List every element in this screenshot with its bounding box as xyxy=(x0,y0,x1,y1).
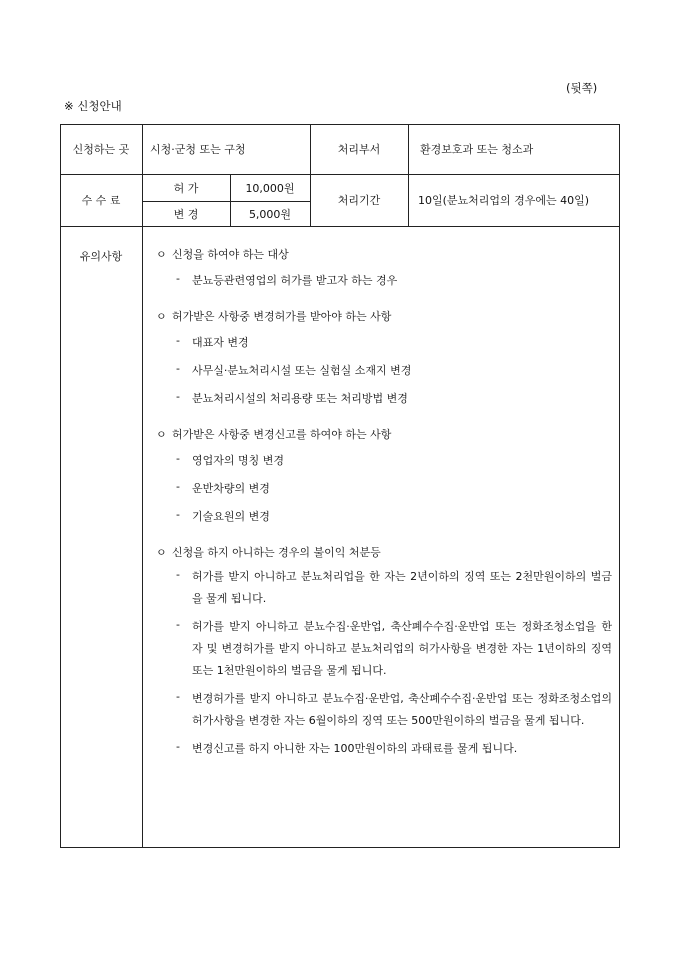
list-item: - 변경허가를 받지 아니하고 분뇨수집·운반업, 축산폐수수집·운반업 또는 정화조청소업의 허가사항을 변경한 자는 6월이하의 징역 또는 500만원이하의 벌금을 물게 됩니다. xyxy=(176,690,612,727)
page-label: (뒷쪽) xyxy=(566,81,598,95)
dept-label: 처리부서 xyxy=(337,143,381,156)
fee-label: 수 수 료 xyxy=(81,194,121,207)
table-border-left xyxy=(60,124,61,848)
list-item: - 변경신고를 하지 아니한 자는 100만원이하의 과태료를 물게 됩니다. xyxy=(176,740,518,755)
label-column-divider xyxy=(142,124,143,848)
period-value: 10일(분뇨처리업의 경우에는 40일) xyxy=(418,194,590,207)
table-border-right xyxy=(619,124,620,848)
notes-group-title: 허가받은 사항중 변경신고를 하여야 하는 사항 xyxy=(172,428,392,441)
notes-group-title: 허가받은 사항중 변경허가를 받아야 하는 사항 xyxy=(172,310,392,323)
list-item: - 허가를 받지 아니하고 분뇨처리업을 한 자는 2년이하의 징역 또는 2천만원이하의 벌금을 물게 됩니다. xyxy=(176,568,612,605)
notes-group-title: 신청을 하여야 하는 대상 xyxy=(172,248,289,261)
notes-group xyxy=(156,246,612,292)
dept-value: 환경보호과 또는 청소과 xyxy=(420,143,534,156)
notes-group xyxy=(156,544,612,760)
bullet-marker: ㅇ xyxy=(156,310,167,323)
fee-type-change: 변 경 xyxy=(173,207,199,221)
list-item: - 허가를 받지 아니하고 분뇨수집·운반업, 축산폐수수집·운반업 또는 정화조청소업을 한 자 및 변경허가를 받지 아니하고 분뇨처리업의 허가사항을 변경한 자는 1년이하의 징역 또는 1천만원이하의 벌금을 물게 됩니다. xyxy=(176,618,612,677)
bullet-marker: ㅇ xyxy=(156,248,167,261)
list-item: - 사무실·분뇨처리시설 또는 실험실 소재지 변경 xyxy=(176,362,412,377)
period-label: 처리기간 xyxy=(337,194,381,207)
notes-group-title: 신청을 하지 아니하는 경우의 불이익 처분등 xyxy=(172,546,381,559)
notes-group xyxy=(156,426,612,528)
fee-type-permit: 허 가 xyxy=(173,181,199,195)
list-item: - 분뇨등관련영업의 허가를 받고자 하는 경우 xyxy=(176,272,398,287)
list-item: - 기술요원의 변경 xyxy=(176,508,270,523)
section-title: ※ 신청안내 xyxy=(64,99,122,113)
list-item: - 분뇨처리시설의 처리용량 또는 처리방법 변경 xyxy=(176,390,408,405)
list-item: - 운반차량의 변경 xyxy=(176,480,270,495)
row-divider xyxy=(60,226,620,227)
notes-label: 유의사항 xyxy=(79,250,123,263)
apply-place-label: 신청하는 곳 xyxy=(72,143,130,156)
fee-amount-change: 5,000원 xyxy=(248,207,292,221)
column-divider xyxy=(408,124,409,226)
apply-place-value: 시청·군청 또는 구청 xyxy=(150,143,246,156)
table-border-bottom xyxy=(60,847,620,848)
list-item: - 영업자의 명칭 변경 xyxy=(176,452,285,467)
fee-amount-permit: 10,000원 xyxy=(245,181,295,195)
bullet-marker: ㅇ xyxy=(156,546,167,559)
bullet-marker: ㅇ xyxy=(156,428,167,441)
list-item: - 대표자 변경 xyxy=(176,334,249,349)
notes-section xyxy=(156,246,612,776)
notes-group xyxy=(156,308,612,410)
